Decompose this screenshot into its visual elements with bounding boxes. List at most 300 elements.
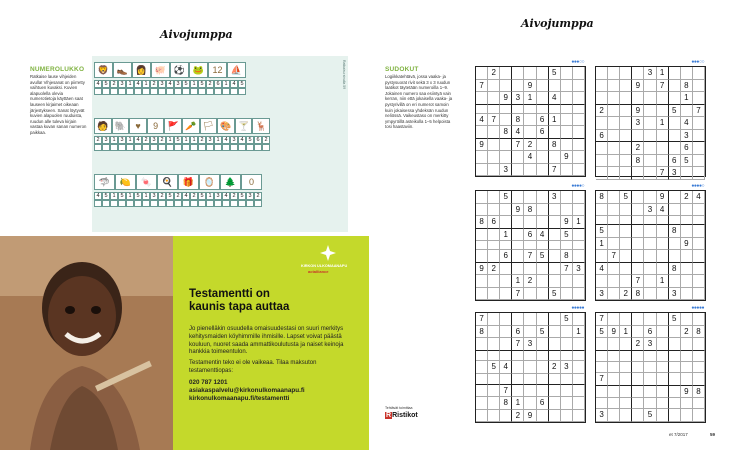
sudoku-cell[interactable] — [669, 326, 681, 339]
answer-cell[interactable] — [222, 88, 230, 95]
sudoku-cell[interactable] — [537, 263, 549, 276]
sudoku-cell[interactable] — [681, 263, 693, 276]
sudoku-cell[interactable] — [669, 92, 681, 105]
sudoku-cell[interactable] — [561, 385, 573, 398]
sudoku-cell[interactable] — [644, 105, 656, 118]
sudoku-cell[interactable] — [608, 105, 620, 118]
sudoku-cell[interactable] — [669, 130, 681, 143]
sudoku-cell[interactable] — [549, 80, 561, 93]
answer-cell[interactable] — [222, 200, 230, 207]
sudoku-cell[interactable] — [632, 250, 644, 263]
sudoku-cell[interactable] — [596, 67, 608, 80]
sudoku-cell[interactable] — [644, 288, 656, 301]
sudoku-cell[interactable] — [476, 105, 488, 114]
sudoku-cell[interactable] — [549, 250, 561, 263]
sudoku-cell[interactable] — [537, 105, 549, 114]
sudoku-cell[interactable] — [669, 275, 681, 288]
sudoku-cell[interactable] — [476, 275, 488, 288]
sudoku-cell[interactable] — [488, 313, 500, 326]
sudoku-cell[interactable] — [608, 386, 620, 399]
sudoku-cell[interactable] — [620, 216, 632, 225]
sudoku-cell[interactable] — [573, 410, 585, 423]
sudoku-cell[interactable] — [573, 288, 585, 301]
sudoku-cell[interactable] — [681, 398, 693, 409]
sudoku-cell[interactable] — [573, 397, 585, 410]
answer-cell[interactable] — [238, 200, 246, 207]
sudoku-cell[interactable] — [524, 374, 536, 385]
sudoku-cell[interactable] — [693, 67, 705, 80]
sudoku-cell[interactable] — [620, 204, 632, 217]
sudoku-cell[interactable] — [644, 362, 656, 373]
sudoku-cell[interactable] — [644, 216, 656, 225]
answer-cell[interactable] — [110, 88, 118, 95]
sudoku-cell[interactable] — [608, 288, 620, 301]
sudoku-cell[interactable] — [573, 67, 585, 80]
sudoku-cell[interactable] — [500, 288, 512, 301]
sudoku-cell[interactable] — [537, 313, 549, 326]
answer-cell[interactable] — [214, 88, 222, 95]
answer-cell[interactable] — [174, 200, 182, 207]
answer-cell[interactable] — [94, 88, 102, 95]
answer-cell[interactable] — [254, 144, 262, 151]
sudoku-cell[interactable] — [657, 105, 669, 118]
sudoku-cell[interactable] — [657, 338, 669, 351]
sudoku-cell[interactable] — [632, 238, 644, 251]
answer-cell[interactable] — [118, 144, 126, 151]
sudoku-cell[interactable] — [608, 92, 620, 105]
sudoku-cell[interactable] — [573, 275, 585, 288]
sudoku-cell[interactable] — [512, 361, 524, 374]
sudoku-cell[interactable] — [681, 167, 693, 180]
sudoku-cell[interactable] — [693, 238, 705, 251]
sudoku-cell[interactable] — [657, 238, 669, 251]
sudoku-cell[interactable] — [524, 385, 536, 398]
sudoku-cell[interactable] — [573, 204, 585, 217]
sudoku-cell[interactable] — [657, 225, 669, 238]
sudoku-cell[interactable] — [512, 67, 524, 80]
sudoku-cell[interactable] — [596, 155, 608, 168]
sudoku-cell[interactable] — [632, 92, 644, 105]
sudoku-cell[interactable] — [573, 191, 585, 204]
sudoku-cell[interactable] — [693, 409, 705, 422]
sudoku-cell[interactable] — [644, 80, 656, 93]
sudoku-cell[interactable] — [549, 313, 561, 326]
sudoku-cell[interactable] — [681, 250, 693, 263]
sudoku-cell[interactable] — [620, 398, 632, 409]
answer-cell[interactable] — [150, 200, 158, 207]
sudoku-cell[interactable] — [644, 386, 656, 399]
sudoku-cell[interactable] — [632, 351, 644, 362]
sudoku-cell[interactable] — [693, 216, 705, 225]
sudoku-cell[interactable] — [644, 351, 656, 362]
sudoku-cell[interactable] — [608, 130, 620, 143]
sudoku-cell[interactable] — [596, 250, 608, 263]
sudoku-cell[interactable] — [549, 374, 561, 385]
sudoku-cell[interactable] — [476, 126, 488, 139]
sudoku-cell[interactable] — [657, 398, 669, 409]
sudoku-cell[interactable] — [488, 80, 500, 93]
sudoku-cell[interactable] — [669, 204, 681, 217]
sudoku-cell[interactable] — [549, 241, 561, 250]
answer-cell[interactable] — [182, 144, 190, 151]
sudoku-cell[interactable] — [537, 288, 549, 301]
sudoku-cell[interactable] — [537, 351, 549, 362]
sudoku-cell[interactable] — [524, 114, 536, 127]
sudoku-cell[interactable] — [573, 80, 585, 93]
sudoku-cell[interactable] — [693, 92, 705, 105]
sudoku-cell[interactable] — [693, 373, 705, 386]
sudoku-cell[interactable] — [561, 164, 573, 177]
sudoku-cell[interactable] — [620, 67, 632, 80]
sudoku-cell[interactable] — [596, 80, 608, 93]
sudoku-cell[interactable] — [693, 155, 705, 168]
sudoku-cell[interactable] — [524, 397, 536, 410]
answer-cell[interactable] — [142, 88, 150, 95]
sudoku-cell[interactable] — [693, 250, 705, 263]
sudoku-cell[interactable] — [681, 373, 693, 386]
sudoku-cell[interactable] — [657, 216, 669, 225]
sudoku-cell[interactable] — [561, 80, 573, 93]
sudoku-cell[interactable] — [681, 288, 693, 301]
sudoku-cell[interactable] — [669, 117, 681, 130]
sudoku-cell[interactable] — [561, 241, 573, 250]
sudoku-cell[interactable] — [657, 92, 669, 105]
sudoku-cell[interactable] — [620, 386, 632, 399]
sudoku-cell[interactable] — [537, 241, 549, 250]
answer-cell[interactable] — [150, 144, 158, 151]
ad-url[interactable]: kirkonulkomaanapu.fi/testamentti — [189, 395, 290, 402]
sudoku-cell[interactable] — [500, 326, 512, 339]
sudoku-cell[interactable] — [608, 67, 620, 80]
sudoku-cell[interactable] — [561, 338, 573, 351]
sudoku-cell[interactable] — [512, 263, 524, 276]
sudoku-cell[interactable] — [524, 126, 536, 139]
answer-cell[interactable] — [110, 200, 118, 207]
sudoku-cell[interactable] — [561, 139, 573, 152]
sudoku-cell[interactable] — [681, 216, 693, 225]
sudoku-cell[interactable] — [537, 67, 549, 80]
sudoku-cell[interactable] — [573, 139, 585, 152]
sudoku-cell[interactable] — [476, 410, 488, 423]
sudoku-cell[interactable] — [488, 204, 500, 217]
sudoku-cell[interactable] — [632, 130, 644, 143]
sudoku-cell[interactable] — [620, 313, 632, 326]
sudoku-cell[interactable] — [620, 80, 632, 93]
sudoku-cell[interactable] — [524, 241, 536, 250]
sudoku-cell[interactable] — [608, 398, 620, 409]
sudoku-cell[interactable] — [608, 362, 620, 373]
sudoku-cell[interactable] — [608, 275, 620, 288]
sudoku-cell[interactable] — [524, 288, 536, 301]
sudoku-cell[interactable] — [596, 142, 608, 155]
ad-phone[interactable]: 020 787 1201 — [189, 379, 228, 386]
sudoku-cell[interactable] — [537, 410, 549, 423]
sudoku-cell[interactable] — [608, 167, 620, 180]
sudoku-cell[interactable] — [657, 373, 669, 386]
sudoku-cell[interactable] — [500, 105, 512, 114]
sudoku-cell[interactable] — [573, 385, 585, 398]
sudoku-cell[interactable] — [620, 92, 632, 105]
sudoku-cell[interactable] — [549, 126, 561, 139]
answer-cell[interactable] — [238, 144, 246, 151]
sudoku-cell[interactable] — [537, 204, 549, 217]
sudoku-cell[interactable] — [524, 164, 536, 177]
sudoku-cell[interactable] — [620, 362, 632, 373]
answer-cell[interactable] — [198, 200, 206, 207]
sudoku-cell[interactable] — [632, 398, 644, 409]
answer-cell[interactable] — [262, 144, 270, 151]
sudoku-cell[interactable] — [500, 313, 512, 326]
sudoku-cell[interactable] — [561, 397, 573, 410]
sudoku-cell[interactable] — [500, 263, 512, 276]
answer-cell[interactable] — [94, 144, 102, 151]
sudoku-cell[interactable] — [608, 80, 620, 93]
answer-cell[interactable] — [102, 88, 110, 95]
sudoku-cell[interactable] — [669, 191, 681, 204]
sudoku-cell[interactable] — [488, 410, 500, 423]
sudoku-cell[interactable] — [537, 385, 549, 398]
sudoku-cell[interactable] — [549, 338, 561, 351]
sudoku-cell[interactable] — [512, 151, 524, 164]
sudoku-cell[interactable] — [632, 67, 644, 80]
answer-cell[interactable] — [174, 88, 182, 95]
sudoku-cell[interactable] — [512, 229, 524, 242]
sudoku-cell[interactable] — [561, 105, 573, 114]
sudoku-cell[interactable] — [488, 139, 500, 152]
sudoku-cell[interactable] — [693, 288, 705, 301]
sudoku-cell[interactable] — [644, 373, 656, 386]
sudoku-cell[interactable] — [632, 263, 644, 276]
sudoku-cell[interactable] — [596, 216, 608, 225]
answer-cell[interactable] — [158, 88, 166, 95]
sudoku-cell[interactable] — [632, 191, 644, 204]
sudoku-cell[interactable] — [561, 114, 573, 127]
sudoku-cell[interactable] — [620, 105, 632, 118]
sudoku-cell[interactable] — [693, 204, 705, 217]
sudoku-cell[interactable] — [488, 229, 500, 242]
sudoku-cell[interactable] — [476, 92, 488, 105]
sudoku-cell[interactable] — [657, 313, 669, 326]
sudoku-cell[interactable] — [657, 326, 669, 339]
sudoku-cell[interactable] — [632, 225, 644, 238]
sudoku-cell[interactable] — [573, 338, 585, 351]
sudoku-cell[interactable] — [657, 409, 669, 422]
sudoku-cell[interactable] — [476, 151, 488, 164]
sudoku-cell[interactable] — [500, 151, 512, 164]
sudoku-cell[interactable] — [561, 92, 573, 105]
sudoku-cell[interactable] — [620, 238, 632, 251]
sudoku-cell[interactable] — [561, 288, 573, 301]
sudoku-cell[interactable] — [537, 374, 549, 385]
sudoku-cell[interactable] — [488, 351, 500, 362]
sudoku-cell[interactable] — [488, 338, 500, 351]
answer-cell[interactable] — [102, 200, 110, 207]
answer-cell[interactable] — [166, 88, 174, 95]
answer-cell[interactable] — [206, 144, 214, 151]
answer-cell[interactable] — [190, 88, 198, 95]
sudoku-cell[interactable] — [596, 117, 608, 130]
sudoku-cell[interactable] — [620, 225, 632, 238]
sudoku-cell[interactable] — [476, 67, 488, 80]
sudoku-cell[interactable] — [524, 313, 536, 326]
sudoku-cell[interactable] — [524, 326, 536, 339]
sudoku-cell[interactable] — [669, 67, 681, 80]
sudoku-cell[interactable] — [644, 263, 656, 276]
answer-cell[interactable] — [94, 200, 102, 207]
answer-cell[interactable] — [246, 144, 254, 151]
sudoku-cell[interactable] — [608, 204, 620, 217]
sudoku-cell[interactable] — [693, 338, 705, 351]
sudoku-cell[interactable] — [608, 338, 620, 351]
sudoku-cell[interactable] — [620, 409, 632, 422]
sudoku-cell[interactable] — [620, 117, 632, 130]
answer-cell[interactable] — [198, 144, 206, 151]
sudoku-cell[interactable] — [693, 130, 705, 143]
sudoku-cell[interactable] — [681, 351, 693, 362]
sudoku-cell[interactable] — [644, 225, 656, 238]
sudoku-cell[interactable] — [693, 398, 705, 409]
sudoku-cell[interactable] — [476, 191, 488, 204]
sudoku-cell[interactable] — [669, 142, 681, 155]
sudoku-cell[interactable] — [632, 313, 644, 326]
sudoku-cell[interactable] — [681, 313, 693, 326]
sudoku-cell[interactable] — [488, 191, 500, 204]
sudoku-cell[interactable] — [620, 250, 632, 263]
sudoku-cell[interactable] — [549, 105, 561, 114]
sudoku-cell[interactable] — [644, 191, 656, 204]
sudoku-cell[interactable] — [537, 92, 549, 105]
answer-cell[interactable] — [158, 144, 166, 151]
answer-cell[interactable] — [222, 144, 230, 151]
sudoku-cell[interactable] — [681, 362, 693, 373]
sudoku-cell[interactable] — [512, 216, 524, 229]
sudoku-cell[interactable] — [537, 80, 549, 93]
answer-cell[interactable] — [126, 144, 134, 151]
sudoku-cell[interactable] — [620, 373, 632, 386]
sudoku-cell[interactable] — [681, 105, 693, 118]
sudoku-cell[interactable] — [512, 164, 524, 177]
sudoku-cell[interactable] — [608, 313, 620, 326]
sudoku-cell[interactable] — [488, 151, 500, 164]
sudoku-cell[interactable] — [669, 398, 681, 409]
answer-cell[interactable] — [142, 200, 150, 207]
sudoku-cell[interactable] — [476, 250, 488, 263]
sudoku-cell[interactable] — [620, 275, 632, 288]
sudoku-cell[interactable] — [620, 130, 632, 143]
sudoku-cell[interactable] — [608, 142, 620, 155]
sudoku-cell[interactable] — [561, 351, 573, 362]
answer-cell[interactable] — [110, 144, 118, 151]
sudoku-cell[interactable] — [573, 229, 585, 242]
sudoku-cell[interactable] — [693, 167, 705, 180]
sudoku-cell[interactable] — [644, 250, 656, 263]
sudoku-cell[interactable] — [512, 80, 524, 93]
sudoku-cell[interactable] — [596, 386, 608, 399]
sudoku-cell[interactable] — [512, 351, 524, 362]
answer-cell[interactable] — [206, 88, 214, 95]
sudoku-cell[interactable] — [549, 410, 561, 423]
sudoku-cell[interactable] — [693, 142, 705, 155]
answer-cell[interactable] — [158, 200, 166, 207]
sudoku-cell[interactable] — [573, 126, 585, 139]
sudoku-cell[interactable] — [608, 238, 620, 251]
sudoku-cell[interactable] — [537, 275, 549, 288]
sudoku-cell[interactable] — [608, 351, 620, 362]
sudoku-cell[interactable] — [573, 361, 585, 374]
sudoku-cell[interactable] — [561, 374, 573, 385]
sudoku-cell[interactable] — [488, 275, 500, 288]
sudoku-cell[interactable] — [549, 397, 561, 410]
sudoku-cell[interactable] — [681, 409, 693, 422]
sudoku-cell[interactable] — [608, 409, 620, 422]
sudoku-cell[interactable] — [537, 139, 549, 152]
sudoku-cell[interactable] — [561, 67, 573, 80]
sudoku-cell[interactable] — [669, 238, 681, 251]
sudoku-cell[interactable] — [476, 374, 488, 385]
sudoku-cell[interactable] — [500, 275, 512, 288]
sudoku-cell[interactable] — [693, 313, 705, 326]
sudoku-cell[interactable] — [596, 275, 608, 288]
sudoku-cell[interactable] — [524, 361, 536, 374]
sudoku-cell[interactable] — [608, 216, 620, 225]
sudoku-cell[interactable] — [669, 362, 681, 373]
sudoku-cell[interactable] — [657, 130, 669, 143]
sudoku-cell[interactable] — [500, 338, 512, 351]
sudoku-cell[interactable] — [561, 204, 573, 217]
sudoku-cell[interactable] — [632, 216, 644, 225]
sudoku-cell[interactable] — [596, 338, 608, 351]
sudoku-cell[interactable] — [549, 229, 561, 242]
sudoku-cell[interactable] — [476, 397, 488, 410]
sudoku-cell[interactable] — [693, 225, 705, 238]
sudoku-cell[interactable] — [608, 117, 620, 130]
sudoku-cell[interactable] — [657, 155, 669, 168]
sudoku-cell[interactable] — [549, 351, 561, 362]
sudoku-cell[interactable] — [669, 216, 681, 225]
sudoku-cell[interactable] — [488, 164, 500, 177]
sudoku-cell[interactable] — [488, 92, 500, 105]
sudoku-cell[interactable] — [524, 351, 536, 362]
sudoku-cell[interactable] — [681, 275, 693, 288]
sudoku-cell[interactable] — [500, 410, 512, 423]
sudoku-cell[interactable] — [681, 204, 693, 217]
sudoku-cell[interactable] — [596, 351, 608, 362]
sudoku-cell[interactable] — [693, 80, 705, 93]
sudoku-cell[interactable] — [524, 191, 536, 204]
sudoku-cell[interactable] — [476, 351, 488, 362]
sudoku-cell[interactable] — [524, 105, 536, 114]
sudoku-cell[interactable] — [620, 263, 632, 276]
sudoku-cell[interactable] — [573, 114, 585, 127]
sudoku-cell[interactable] — [561, 275, 573, 288]
sudoku-cell[interactable] — [561, 191, 573, 204]
sudoku-cell[interactable] — [644, 155, 656, 168]
sudoku-cell[interactable] — [632, 204, 644, 217]
answer-cell[interactable] — [230, 200, 238, 207]
sudoku-cell[interactable] — [693, 351, 705, 362]
sudoku-cell[interactable] — [476, 288, 488, 301]
sudoku-cell[interactable] — [512, 241, 524, 250]
sudoku-cell[interactable] — [669, 338, 681, 351]
sudoku-cell[interactable] — [669, 80, 681, 93]
sudoku-cell[interactable] — [657, 351, 669, 362]
sudoku-cell[interactable] — [537, 191, 549, 204]
sudoku-cell[interactable] — [644, 238, 656, 251]
answer-cell[interactable] — [206, 200, 214, 207]
sudoku-cell[interactable] — [500, 204, 512, 217]
sudoku-cell[interactable] — [573, 313, 585, 326]
sudoku-cell[interactable] — [608, 155, 620, 168]
